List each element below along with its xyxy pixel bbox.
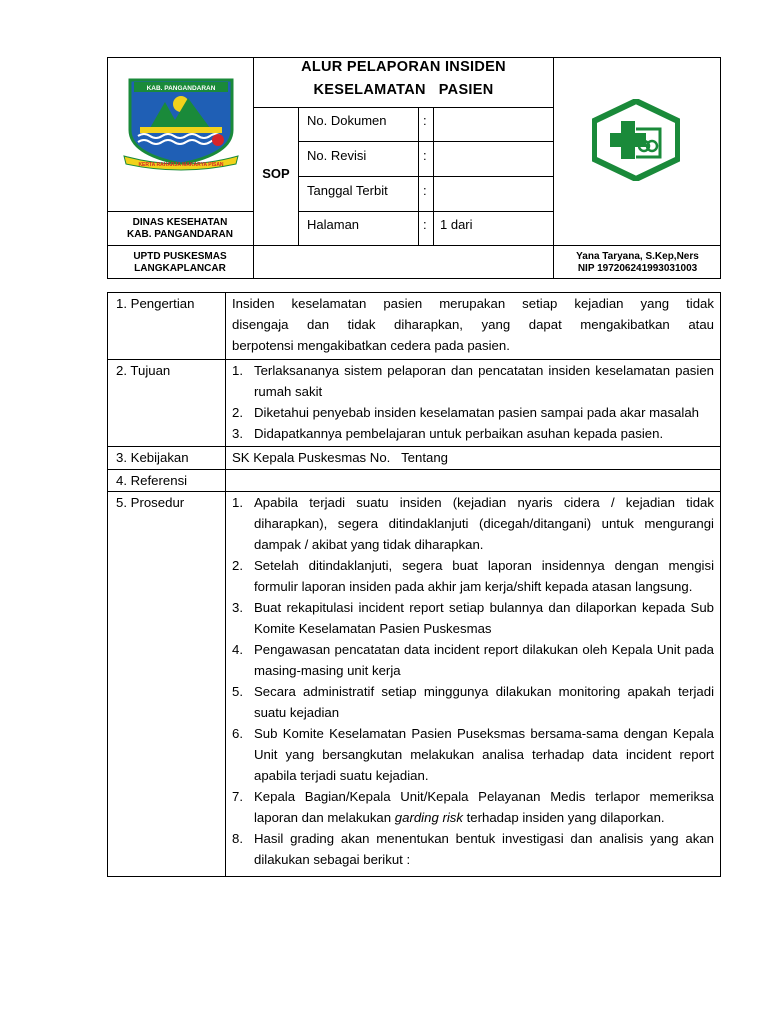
- dinas-name: [107, 217, 253, 241]
- field-colon: :: [423, 217, 427, 232]
- divider: [253, 107, 553, 108]
- signer: [554, 251, 721, 275]
- field-colon: :: [423, 113, 427, 128]
- pengertian-line: Insiden keselamatan pasien merupakan setiap kejadian yang tidak: [232, 296, 714, 311]
- field-label-no-revisi: No. Revisi: [307, 148, 367, 163]
- section-label-pengertian: 1. Pengertian: [108, 293, 226, 360]
- title-line-2: KESELAMATAN PASIEN: [313, 82, 494, 98]
- list-item: 7. Kepala Bagian/Kepala Unit/Kepala Pelayanan Medis terlapor memeriksa laporan dan melakukan garding risk terhadap insiden yang dilaporkan.: [232, 789, 714, 825]
- table-row: [108, 360, 721, 447]
- puskesmas-logo: [592, 99, 680, 181]
- field-colon: :: [423, 183, 427, 198]
- divider: [107, 245, 721, 246]
- document-title: [254, 58, 553, 99]
- section-body-tujuan: [226, 360, 721, 447]
- dinas-line-2: KAB. PANGANDARAN: [127, 229, 233, 240]
- uptd-name: [107, 251, 253, 275]
- uptd-line-1: UPTD PUSKESMAS: [133, 251, 227, 262]
- section-label-referensi: 4. Referensi: [108, 470, 226, 492]
- regency-emblem: [120, 72, 242, 172]
- field-value-halaman: 1 dari: [440, 217, 473, 232]
- list-item: 1. Terlaksananya sistem pelaporan dan pencatatan insiden keselamatan pasien rumah sakit: [232, 363, 714, 399]
- section-body-kebijakan: SK Kepala Puskesmas No. Tentang: [226, 447, 721, 470]
- title-line-1: ALUR PELAPORAN INSIDEN: [301, 59, 506, 75]
- list-item: 6. Sub Komite Keselamatan Pasien Puseksmas bersama-sama dengan Kepala Unit yang bersangkutan melakukan analisa terhadap data incident report apabila terjadi suatu kejadian.: [232, 726, 714, 783]
- section-body-pengertian: [226, 293, 721, 360]
- list-item: 5. Secara administratif setiap minggunya dilakukan monitoring apakah terjadi suatu kejadian: [232, 684, 714, 720]
- section-label-prosedur: 5. Prosedur: [108, 492, 226, 877]
- divider: [298, 141, 553, 142]
- list-item: 1. Apabila terjadi suatu insiden (kejadian nyaris cidera / kejadian tidak diharapkan), segera ditindaklanjuti (dicegah/ditangani) untuk mengurangi dampak / akibat yang tidak diharapkan.: [232, 495, 714, 552]
- uptd-line-2: LANGKAPLANCAR: [134, 263, 226, 274]
- field-colon: :: [423, 148, 427, 163]
- pengertian-line: disengaja dan tidak diharapkan, yang dapat mengakibatkan atau: [232, 317, 714, 332]
- pengertian-line: berpotensi mengakibatkan cedera pada pasien.: [232, 338, 510, 353]
- table-row: [108, 492, 721, 877]
- italic-term: garding risk: [394, 810, 463, 825]
- list-item: 3. Buat rekapitulasi incident report setiap bulannya dan dilaporkan kepada Sub Komite Keselamatan Pasien Puskesmas: [232, 600, 714, 636]
- emblem-motto: KERTA RAHARJA MAKARYA PISAN: [138, 162, 224, 168]
- field-label-tanggal-terbit: Tanggal Terbit: [307, 183, 388, 198]
- emblem-text-top: KAB. PANGANDARAN: [146, 85, 216, 92]
- signer-name: Yana Taryana, S.Kep,Ners: [576, 251, 699, 262]
- list-item: 2. Setelah ditindaklanjuti, segera buat laporan insidennya dengan mengisi formulir laporan insiden pada akhir jam kerja/shift kepada atasan langsung.: [232, 558, 714, 594]
- section-body-prosedur: [226, 492, 721, 877]
- list-item: 2. Diketahui penyebab insiden keselamatan pasien sampai pada akar masalah: [232, 405, 699, 420]
- table-row: [108, 293, 721, 360]
- table-row: [108, 447, 721, 470]
- divider: [298, 211, 553, 212]
- field-label-halaman: Halaman: [307, 217, 360, 232]
- divider: [298, 176, 553, 177]
- section-label-kebijakan: 3. Kebijakan: [108, 447, 226, 470]
- field-label-no-dokumen: No. Dokumen: [307, 113, 387, 128]
- sop-content-table: [107, 292, 721, 877]
- table-row: [108, 470, 721, 492]
- section-label-tujuan: 2. Tujuan: [108, 360, 226, 447]
- list-item: 4. Pengawasan pencatatan data incident report dilakukan oleh Kepala Unit pada masing-masing unit kerja: [232, 642, 714, 678]
- section-body-referensi: [226, 470, 721, 492]
- signer-nip: NIP 197206241993031003: [577, 263, 698, 274]
- divider: [107, 211, 253, 212]
- dinas-line-1: DINAS KESEHATAN: [132, 217, 228, 228]
- list-item: 8. Hasil grading akan menentukan bentuk investigasi dan analisis yang akan dilakukan sebagai berikut :: [232, 831, 714, 867]
- list-item: 3. Didapatkannya pembelajaran untuk perbaikan asuhan kepada pasien.: [232, 426, 664, 441]
- sop-label: SOP: [262, 166, 290, 181]
